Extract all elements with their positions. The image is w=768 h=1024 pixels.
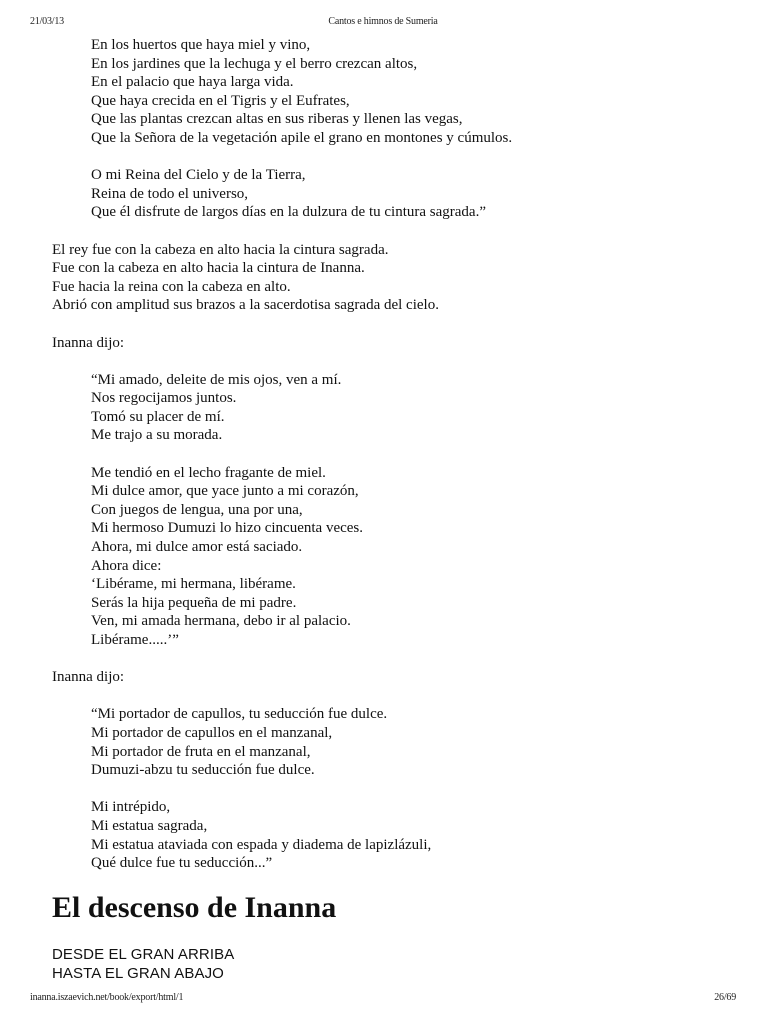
speaker-line — [52, 668, 742, 687]
verse-line: “Mi amado, deleite de mis ojos, ven a mí. — [91, 371, 342, 388]
section-heading: El descenso de Inanna — [52, 891, 337, 925]
verse-line: Mi hermoso Dumuzi lo hizo cincuenta veces. — [91, 520, 364, 537]
verse-line: O mi Reina del Cielo y de la Tierra, — [91, 167, 306, 184]
verse-line: Libérame.....’” — [91, 632, 179, 648]
text-line: El rey fue con la cabeza en alto hacia la cintura sagrada. — [52, 241, 389, 258]
stanza — [91, 36, 742, 148]
stanza — [91, 371, 742, 445]
verse-line: Mi estatua sagrada, — [91, 817, 208, 834]
verse-line: Ahora dice: — [91, 557, 162, 574]
verse-line: Mi portador de fruta en el manzanal, — [91, 743, 311, 760]
stanza — [91, 705, 742, 779]
verse-line: En el palacio que haya larga vida. — [91, 74, 294, 91]
verse-line: Tomó su placer de mí. — [91, 408, 225, 425]
verse-line: Que haya crecida en el Tigris y el Eufrates, — [91, 92, 350, 109]
document-body — [52, 36, 742, 983]
verse-line: Mi estatua ataviada con espada y diadema de lapizlázuli, — [91, 836, 432, 853]
text-line: Fue con la cabeza en alto hacia la cintura de Inanna. — [52, 260, 365, 277]
print-header — [30, 16, 736, 30]
verse-line: ‘Libérame, mi hermana, libérame. — [91, 576, 296, 593]
print-footer — [30, 992, 736, 1006]
section-subheading — [52, 945, 742, 983]
speaker-line — [52, 334, 742, 353]
narrative-paragraph — [52, 241, 742, 315]
verse-line: Mi intrépido, — [91, 799, 171, 816]
stanza — [91, 798, 742, 872]
verse-line: Reina de todo el universo, — [91, 185, 249, 202]
verse-line: Ven, mi amada hermana, debo ir al palacio. — [91, 613, 351, 630]
verse-line: En los jardines que la lechuga y el berro crezcan altos, — [91, 55, 418, 72]
verse-line: Nos regocijamos juntos. — [91, 390, 237, 407]
verse-line: Serás la hija pequeña de mi padre. — [91, 594, 297, 611]
verse-line: Con juegos de lengua, una por una, — [91, 501, 303, 518]
text-line: Abrió con amplitud sus brazos a la sacerdotisa sagrada del cielo. — [52, 297, 439, 314]
verse-line: En los huertos que haya miel y vino, — [91, 37, 311, 53]
verse-line: Que las plantas crezcan altas en sus riberas y llenen las vegas, — [91, 111, 463, 128]
text-line: Inanna dijo: — [52, 334, 125, 351]
text-line: Fue hacia la reina con la cabeza en alto. — [52, 278, 291, 295]
verse-line: Mi dulce amor, que yace junto a mi corazón, — [91, 483, 359, 500]
verse-line: “Mi portador de capullos, tu seducción fue dulce. — [91, 706, 388, 723]
verse-line: Me tendió en el lecho fragante de miel. — [91, 464, 326, 481]
stanza — [91, 464, 742, 650]
verse-line: Que él disfrute de largos días en la dulzura de tu cintura sagrada.” — [91, 204, 486, 221]
print-title: Cantos e himnos de Sumeria — [328, 16, 438, 27]
text-line: Inanna dijo: — [52, 669, 125, 686]
verse-line: Me trajo a su morada. — [91, 427, 223, 444]
verse-line: Qué dulce fue tu seducción...” — [91, 855, 273, 872]
page-number: 26/69 — [714, 992, 736, 1003]
verse-line: Que la Señora de la vegetación apile el grano en montones y cúmulos. — [91, 129, 513, 146]
verse-line: Ahora, mi dulce amor está saciado. — [91, 539, 303, 556]
subheading-line: HASTA EL GRAN ABAJO — [52, 965, 224, 983]
stanza — [91, 166, 742, 222]
source-url: inanna.iszaevich.net/book/export/html/1 — [30, 992, 184, 1003]
verse-line: Mi portador de capullos en el manzanal, — [91, 724, 333, 741]
print-date: 21/03/13 — [30, 16, 64, 27]
subheading-line: DESDE EL GRAN ARRIBA — [52, 946, 235, 964]
verse-line: Dumuzi-abzu tu seducción fue dulce. — [91, 762, 315, 779]
